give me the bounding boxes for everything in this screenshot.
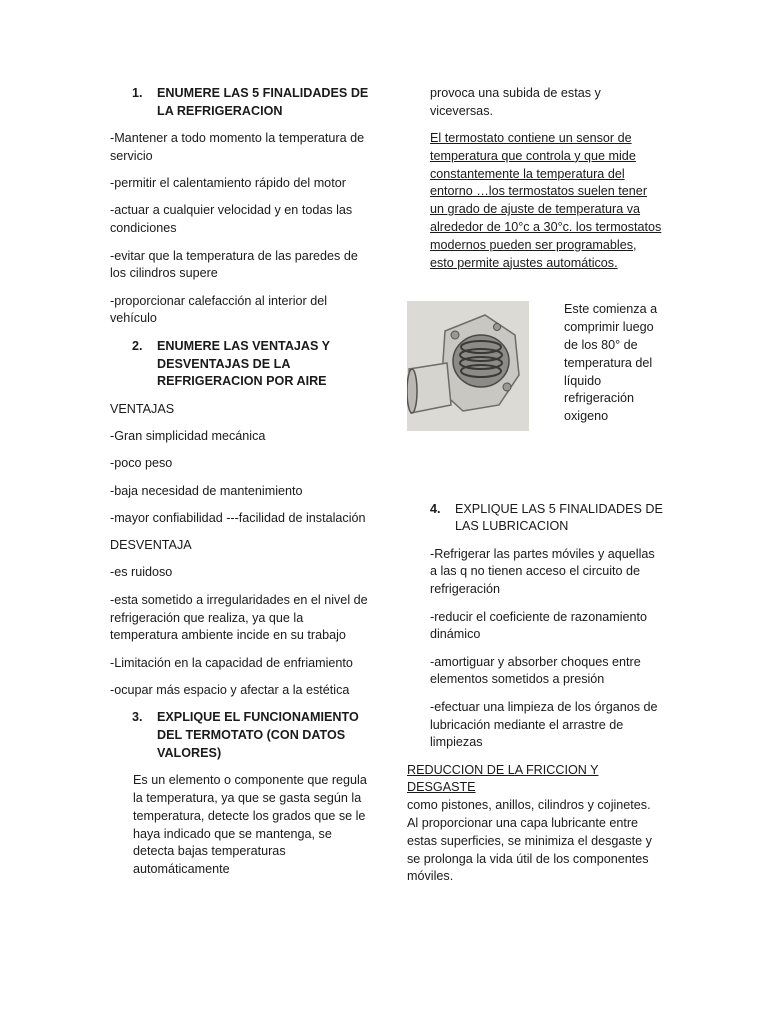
section-number: 1. <box>132 86 143 100</box>
section-4-heading <box>430 501 663 537</box>
list-item: -Gran simplicidad mecánica <box>110 428 266 443</box>
continuation-paragraph: provoca una subida de estas y viceversas. <box>430 86 601 118</box>
list-item: -actuar a cualquier velocidad y en todas las condiciones <box>110 203 353 236</box>
section-number: 3. <box>132 710 143 725</box>
list-item: -poco peso <box>110 456 173 471</box>
thermostat-underlined-paragraph: El termostato contiene un sensor de temperatura que controla y que mide constantemente la temperatura del entorno …los termostatos suelen tener un grado de ajuste de temperatura va alrededor de 10°c a 30°c. los termostatos modernos pueden ser programables, esto permite ajustes automáticos. <box>430 131 662 270</box>
reduccion-title: REDUCCION DE LA FRICCION Y DESGASTE <box>407 762 599 795</box>
list-item: -esta sometido a irregularidades en el nivel de refrigeración que realiza, ya que la temperatura ambiente incide en su trabajo <box>110 592 368 643</box>
section-3-paragraph: Es un elemento o componente que regula la temperatura, ya que se gasta según la temperatura, detecte los grados que se le haya indicado que se mantenga, se detecta bajas temperaturas automáticamente <box>133 773 367 877</box>
thermostat-figure <box>407 301 663 435</box>
list-item: -efectuar una limpieza de los órganos de lubricación mediante el arrastre de limpiezas <box>430 699 658 750</box>
section-2-heading <box>132 338 370 391</box>
list-item: -ocupar más espacio y afectar a la estética <box>110 682 350 697</box>
list-item: -es ruidoso <box>110 565 173 580</box>
list-item: -reducir el coeficiente de razonamiento dinámico <box>430 609 648 642</box>
figure-caption: Este comienza a comprimir luego de los 80° de temperatura del líquido refrigeración oxigeno <box>564 302 658 424</box>
thermostat-illustration <box>407 301 529 431</box>
reduccion-text: como pistones, anillos, cilindros y cojinetes. Al proporcionar una capa lubricante entre estas superficies, se minimiza el desgaste y se prolonga la vida útil de los componentes móviles. <box>407 798 652 884</box>
right-column <box>407 85 663 886</box>
list-item: -evitar que la temperatura de las paredes de los cilindros supere <box>110 248 358 281</box>
list-item: -baja necesidad de mantenimiento <box>110 483 303 498</box>
list-item: -proporcionar calefacción al interior del vehículo <box>110 293 328 326</box>
left-column <box>110 85 370 888</box>
list-item: -permitir el calentamiento rápido del motor <box>110 176 346 191</box>
ventajas-label: VENTAJAS <box>110 401 175 416</box>
section-title: ENUMERE LAS 5 FINALIDADES DE LA REFRIGERACION <box>157 86 369 118</box>
section-title: ENUMERE LAS VENTAJAS Y DESVENTAJAS DE LA REFRIGERACION POR AIRE <box>157 338 330 389</box>
list-item: -Limitación en la capacidad de enfriamiento <box>110 655 353 670</box>
section-number: 4. <box>430 501 441 516</box>
reduccion-paragraph <box>407 762 663 887</box>
list-item: -amortiguar y absorber choques entre elementos sometidos a presión <box>430 654 641 687</box>
thermostat-photo <box>407 301 529 431</box>
section-1-heading <box>132 85 370 121</box>
section-title: EXPLIQUE LAS 5 FINALIDADES DE LAS LUBRICACION <box>455 501 663 534</box>
list-item: -mayor confiabilidad ---facilidad de instalación <box>110 510 366 525</box>
section-3-heading <box>132 709 370 762</box>
list-item: -Mantener a todo momento la temperatura de servicio <box>110 131 365 163</box>
list-item: -Refrigerar las partes móviles y aquellas a las q no tienen acceso el circuito de refrigeración <box>430 546 655 597</box>
desventaja-label: DESVENTAJA <box>110 538 192 553</box>
section-number: 2. <box>132 338 143 353</box>
section-title: EXPLIQUE EL FUNCIONAMIENTO DEL TERMOTATO (CON DATOS VALORES) <box>157 710 359 760</box>
